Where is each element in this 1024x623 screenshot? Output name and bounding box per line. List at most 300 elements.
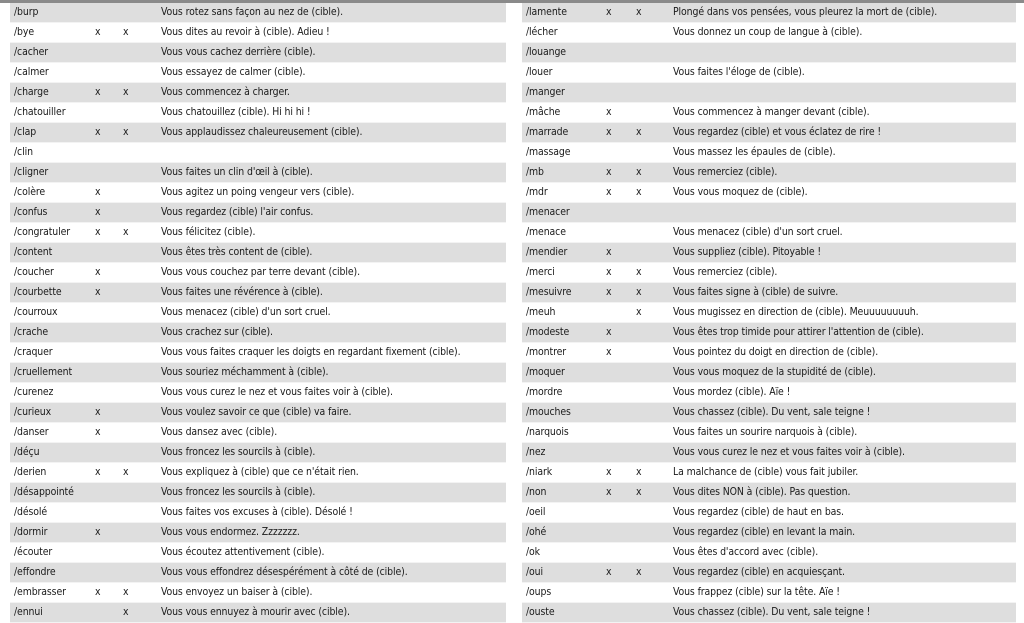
- command-cell: /charge: [10, 83, 95, 103]
- flag-cell-a: [606, 523, 636, 543]
- flag-cell-a: [606, 583, 636, 603]
- description-cell: Vous agitez un poing vengeur vers (cible).: [151, 183, 506, 203]
- flag-cell-a: x: [606, 243, 636, 263]
- flag-cell-b: x: [123, 583, 151, 603]
- table-row: [522, 43, 1016, 63]
- flag-cell-b: [636, 103, 663, 123]
- description-cell: Vous applaudissez chaleureusement (cible).: [151, 123, 506, 143]
- table-row: [522, 83, 1016, 103]
- table-row: [10, 603, 506, 623]
- table-row: [522, 463, 1016, 483]
- description-cell: Vous faites une révérence à (cible).: [151, 283, 506, 303]
- flag-cell-b: [636, 523, 663, 543]
- table-row: [522, 243, 1016, 263]
- command-cell: /désolé: [10, 503, 95, 523]
- command-cell: /désappointé: [10, 483, 95, 503]
- command-cell: /lécher: [522, 23, 606, 43]
- flag-cell-b: x: [123, 223, 151, 243]
- table-row: [10, 283, 506, 303]
- flag-cell-b: x: [636, 483, 663, 503]
- table-row: [10, 23, 506, 43]
- flag-cell-a: x: [95, 463, 123, 483]
- flag-cell-b: [636, 343, 663, 363]
- flag-cell-b: x: [636, 123, 663, 143]
- flag-cell-a: [606, 383, 636, 403]
- command-cell: /mordre: [522, 383, 606, 403]
- command-cell: /crache: [10, 323, 95, 343]
- flag-cell-b: x: [123, 123, 151, 143]
- command-cell: /mdr: [522, 183, 606, 203]
- flag-cell-a: [95, 443, 123, 463]
- flag-cell-b: x: [636, 283, 663, 303]
- command-cell: /curieux: [10, 403, 95, 423]
- description-cell: Vous dansez avec (cible).: [151, 423, 506, 443]
- flag-cell-a: [95, 63, 123, 83]
- flag-cell-b: x: [123, 463, 151, 483]
- flag-cell-a: x: [606, 283, 636, 303]
- flag-cell-b: x: [636, 183, 663, 203]
- command-cell: /clin: [10, 143, 95, 163]
- description-cell: Vous vous moquez de la stupidité de (cible).: [663, 363, 1016, 383]
- flag-cell-a: x: [606, 483, 636, 503]
- command-cell: /non: [522, 483, 606, 503]
- description-cell: Vous crachez sur (cible).: [151, 323, 506, 343]
- description-cell: Vous vous moquez de (cible).: [663, 183, 1016, 203]
- description-cell: Vous faites l'éloge de (cible).: [663, 63, 1016, 83]
- flag-cell-b: [123, 103, 151, 123]
- table-row: [522, 423, 1016, 443]
- flag-cell-b: [123, 363, 151, 383]
- flag-cell-a: [95, 103, 123, 123]
- command-cell: /niark: [522, 463, 606, 483]
- description-cell: Vous chatouillez (cible). Hi hi hi !: [151, 103, 506, 123]
- flag-cell-b: [123, 163, 151, 183]
- table-row: [522, 603, 1016, 623]
- command-cell: /burp: [10, 3, 95, 23]
- table-row: [10, 383, 506, 403]
- description-cell: La malchance de (cible) vous fait jubiler.: [663, 463, 1016, 483]
- description-cell: [663, 203, 1016, 223]
- command-cell: /ohé: [522, 523, 606, 543]
- command-cell: /moquer: [522, 363, 606, 383]
- flag-cell-b: [123, 563, 151, 583]
- table-row: [522, 363, 1016, 383]
- flag-cell-b: [123, 203, 151, 223]
- table-row: [10, 143, 506, 163]
- table-row: [10, 443, 506, 463]
- flag-cell-b: [123, 283, 151, 303]
- command-cell: /mesuivre: [522, 283, 606, 303]
- flag-cell-b: [123, 543, 151, 563]
- command-cell: /merci: [522, 263, 606, 283]
- table-row: [522, 383, 1016, 403]
- flag-cell-a: x: [606, 183, 636, 203]
- description-cell: Vous dites NON à (cible). Pas question.: [663, 483, 1016, 503]
- command-cell: /craquer: [10, 343, 95, 363]
- flag-cell-a: [606, 23, 636, 43]
- table-row: [522, 223, 1016, 243]
- flag-cell-a: [606, 503, 636, 523]
- table-row: [522, 203, 1016, 223]
- flag-cell-a: x: [606, 323, 636, 343]
- table-row: [10, 583, 506, 603]
- description-cell: Vous commencez à charger.: [151, 83, 506, 103]
- flag-cell-a: x: [606, 343, 636, 363]
- description-cell: Vous pointez du doigt en direction de (cible).: [663, 343, 1016, 363]
- description-cell: Vous êtes très content de (cible).: [151, 243, 506, 263]
- flag-cell-a: [606, 83, 636, 103]
- command-cell: /manger: [522, 83, 606, 103]
- flag-cell-a: x: [606, 463, 636, 483]
- flag-cell-b: [636, 83, 663, 103]
- table-row: [522, 583, 1016, 603]
- flag-cell-a: [606, 303, 636, 323]
- description-cell: Vous êtes trop timide pour attirer l'attention de (cible).: [663, 323, 1016, 343]
- flag-cell-b: [123, 263, 151, 283]
- flag-cell-a: [95, 343, 123, 363]
- table-row: [10, 563, 506, 583]
- description-cell: Vous faites vos excuses à (cible). Désolé !: [151, 503, 506, 523]
- flag-cell-a: [606, 363, 636, 383]
- flag-cell-a: [606, 223, 636, 243]
- emote-table-right: [522, 3, 1016, 618]
- command-cell: /déçu: [10, 443, 95, 463]
- flag-cell-a: [95, 163, 123, 183]
- table-row: [10, 363, 506, 383]
- flag-cell-b: [123, 343, 151, 363]
- flag-cell-b: [123, 323, 151, 343]
- command-cell: /curenez: [10, 383, 95, 403]
- command-cell: /meuh: [522, 303, 606, 323]
- flag-cell-a: [606, 143, 636, 163]
- flag-cell-a: [95, 503, 123, 523]
- column-gutter: [506, 3, 522, 591]
- flag-cell-b: [123, 423, 151, 443]
- flag-cell-a: x: [95, 203, 123, 223]
- table-row: [10, 463, 506, 483]
- table-row: [10, 183, 506, 203]
- flag-cell-b: x: [123, 603, 151, 623]
- description-cell: Vous vous couchez par terre devant (cible).: [151, 263, 506, 283]
- table-row: [522, 343, 1016, 363]
- emote-table: [10, 3, 506, 623]
- description-cell: Vous voulez savoir ce que (cible) va faire.: [151, 403, 506, 423]
- description-cell: Vous frappez (cible) sur la tête. Aïe !: [663, 583, 1016, 603]
- flag-cell-a: x: [95, 423, 123, 443]
- flag-cell-a: x: [95, 223, 123, 243]
- description-cell: Vous vous curez le nez et vous faites voir à (cible).: [663, 443, 1016, 463]
- description-cell: Vous faites signe à (cible) de suivre.: [663, 283, 1016, 303]
- description-cell: Vous vous curez le nez et vous faites voir à (cible).: [151, 383, 506, 403]
- table-row: [522, 483, 1016, 503]
- flag-cell-b: x: [636, 163, 663, 183]
- flag-cell-b: [123, 403, 151, 423]
- command-cell: /bye: [10, 23, 95, 43]
- table-row: [522, 503, 1016, 523]
- description-cell: Vous menacez (cible) d'un sort cruel.: [663, 223, 1016, 243]
- flag-cell-a: x: [95, 283, 123, 303]
- flag-cell-b: x: [636, 563, 663, 583]
- table-row: [10, 83, 506, 103]
- flag-cell-a: [95, 483, 123, 503]
- flag-cell-a: [95, 383, 123, 403]
- command-cell: /oups: [522, 583, 606, 603]
- command-cell: /content: [10, 243, 95, 263]
- flag-cell-b: [123, 503, 151, 523]
- description-cell: Vous donnez un coup de langue à (cible).: [663, 23, 1016, 43]
- command-cell: /modeste: [522, 323, 606, 343]
- command-cell: /oui: [522, 563, 606, 583]
- table-row: [522, 563, 1016, 583]
- command-cell: /chatouiller: [10, 103, 95, 123]
- flag-cell-b: [636, 383, 663, 403]
- command-cell: /mouches: [522, 403, 606, 423]
- table-row: [522, 323, 1016, 343]
- flag-cell-a: [606, 43, 636, 63]
- flag-cell-a: [606, 423, 636, 443]
- flag-cell-b: [636, 583, 663, 603]
- flag-cell-a: [95, 303, 123, 323]
- flag-cell-b: [123, 303, 151, 323]
- description-cell: Vous suppliez (cible). Pitoyable !: [663, 243, 1016, 263]
- description-cell: Vous regardez (cible) en acquiesçant.: [663, 563, 1016, 583]
- table-row: [522, 543, 1016, 563]
- description-cell: Vous chassez (cible). Du vent, sale teigne !: [663, 403, 1016, 423]
- flag-cell-b: [636, 63, 663, 83]
- table-row: [522, 163, 1016, 183]
- flag-cell-b: [636, 503, 663, 523]
- table-row: [522, 103, 1016, 123]
- table-row: [10, 503, 506, 523]
- description-cell: Vous mordez (cible). Aïe !: [663, 383, 1016, 403]
- description-cell: Vous regardez (cible) l'air confus.: [151, 203, 506, 223]
- command-cell: /cligner: [10, 163, 95, 183]
- flag-cell-b: [123, 3, 151, 23]
- table-row: [522, 263, 1016, 283]
- command-cell: /narquois: [522, 423, 606, 443]
- flag-cell-a: x: [95, 123, 123, 143]
- flag-cell-b: [636, 203, 663, 223]
- flag-cell-a: x: [95, 523, 123, 543]
- description-cell: Vous félicitez (cible).: [151, 223, 506, 243]
- table-row: [10, 63, 506, 83]
- table-row: [522, 143, 1016, 163]
- command-cell: /coucher: [10, 263, 95, 283]
- table-row: [10, 303, 506, 323]
- flag-cell-b: [123, 243, 151, 263]
- table-row: [522, 23, 1016, 43]
- description-cell: [663, 43, 1016, 63]
- description-cell: Vous vous effondrez désespérément à côté de (cible).: [151, 563, 506, 583]
- description-cell: [151, 143, 506, 163]
- flag-cell-b: [123, 183, 151, 203]
- flag-cell-a: x: [606, 163, 636, 183]
- table-row: [10, 3, 506, 23]
- flag-cell-a: [95, 563, 123, 583]
- flag-cell-a: [95, 143, 123, 163]
- description-cell: [663, 83, 1016, 103]
- flag-cell-a: [95, 243, 123, 263]
- table-row: [10, 343, 506, 363]
- table-row: [522, 443, 1016, 463]
- command-cell: /cruellement: [10, 363, 95, 383]
- flag-cell-b: [636, 423, 663, 443]
- description-cell: Vous dites au revoir à (cible). Adieu !: [151, 23, 506, 43]
- description-cell: Vous vous ennuyez à mourir avec (cible).: [151, 603, 506, 623]
- command-cell: /calmer: [10, 63, 95, 83]
- flag-cell-b: [636, 323, 663, 343]
- flag-cell-b: [636, 603, 663, 623]
- table-row: [10, 403, 506, 423]
- command-cell: /mâche: [522, 103, 606, 123]
- flag-cell-b: [636, 43, 663, 63]
- flag-cell-a: [95, 603, 123, 623]
- flag-cell-a: [95, 363, 123, 383]
- flag-cell-a: [606, 403, 636, 423]
- flag-cell-a: [95, 543, 123, 563]
- flag-cell-b: [636, 443, 663, 463]
- command-cell: /clap: [10, 123, 95, 143]
- table-row: [10, 483, 506, 503]
- command-cell: /courbette: [10, 283, 95, 303]
- command-cell: /ok: [522, 543, 606, 563]
- flag-cell-a: [95, 323, 123, 343]
- command-cell: /mb: [522, 163, 606, 183]
- flag-cell-b: [123, 523, 151, 543]
- command-cell: /mendier: [522, 243, 606, 263]
- flag-cell-a: x: [606, 103, 636, 123]
- table-row: [10, 203, 506, 223]
- description-cell: Vous expliquez à (cible) que ce n'était rien.: [151, 463, 506, 483]
- description-cell: Vous froncez les sourcils à (cible).: [151, 483, 506, 503]
- flag-cell-a: x: [95, 183, 123, 203]
- table-row: [10, 243, 506, 263]
- command-cell: /montrer: [522, 343, 606, 363]
- command-cell: /confus: [10, 203, 95, 223]
- flag-cell-a: x: [606, 3, 636, 23]
- table-row: [522, 183, 1016, 203]
- flag-cell-b: x: [636, 303, 663, 323]
- flag-cell-a: [95, 3, 123, 23]
- table-row: [10, 523, 506, 543]
- description-cell: Vous rotez sans façon au nez de (cible).: [151, 3, 506, 23]
- command-cell: /congratuler: [10, 223, 95, 243]
- flag-cell-a: x: [606, 263, 636, 283]
- description-cell: Vous êtes d'accord avec (cible).: [663, 543, 1016, 563]
- table-row: [522, 3, 1016, 23]
- table-row: [10, 323, 506, 343]
- description-cell: Vous envoyez un baiser à (cible).: [151, 583, 506, 603]
- command-cell: /derien: [10, 463, 95, 483]
- command-cell: /ennui: [10, 603, 95, 623]
- flag-cell-b: [636, 363, 663, 383]
- flag-cell-a: x: [606, 123, 636, 143]
- description-cell: Vous souriez méchamment à (cible).: [151, 363, 506, 383]
- description-cell: Vous menacez (cible) d'un sort cruel.: [151, 303, 506, 323]
- table-row: [10, 123, 506, 143]
- description-cell: Vous remerciez (cible).: [663, 263, 1016, 283]
- flag-cell-a: x: [95, 403, 123, 423]
- description-cell: Vous faites un clin d'œil à (cible).: [151, 163, 506, 183]
- flag-cell-a: [606, 543, 636, 563]
- flag-cell-b: x: [636, 263, 663, 283]
- flag-cell-b: [123, 383, 151, 403]
- command-cell: /ouste: [522, 603, 606, 623]
- command-cell: /oeil: [522, 503, 606, 523]
- flag-cell-b: [636, 23, 663, 43]
- flag-cell-a: [606, 63, 636, 83]
- flag-cell-b: [123, 63, 151, 83]
- table-row: [10, 223, 506, 243]
- table-row: [522, 523, 1016, 543]
- flag-cell-a: [606, 443, 636, 463]
- flag-cell-a: x: [95, 83, 123, 103]
- table-row: [10, 423, 506, 443]
- table-row: [10, 43, 506, 63]
- flag-cell-b: x: [636, 3, 663, 23]
- flag-cell-b: [636, 243, 663, 263]
- description-cell: Vous regardez (cible) et vous éclatez de rire !: [663, 123, 1016, 143]
- table-row: [522, 283, 1016, 303]
- flag-cell-a: [95, 43, 123, 63]
- emote-table: [522, 3, 1016, 623]
- command-cell: /courroux: [10, 303, 95, 323]
- command-cell: /menace: [522, 223, 606, 243]
- flag-cell-b: [123, 143, 151, 163]
- command-cell: /embrasser: [10, 583, 95, 603]
- description-cell: Vous vous endormez. Zzzzzzz.: [151, 523, 506, 543]
- flag-cell-a: [606, 203, 636, 223]
- command-cell: /marrade: [522, 123, 606, 143]
- description-cell: Vous vous faites craquer les doigts en regardant fixement (cible).: [151, 343, 506, 363]
- command-cell: /colère: [10, 183, 95, 203]
- flag-cell-b: [123, 43, 151, 63]
- flag-cell-b: [123, 483, 151, 503]
- flag-cell-b: [636, 403, 663, 423]
- command-cell: /massage: [522, 143, 606, 163]
- description-cell: Vous regardez (cible) de haut en bas.: [663, 503, 1016, 523]
- description-cell: Vous mugissez en direction de (cible). Meuuuuuuuuh.: [663, 303, 1016, 323]
- description-cell: Vous chassez (cible). Du vent, sale teigne !: [663, 603, 1016, 623]
- command-cell: /effondre: [10, 563, 95, 583]
- flag-cell-b: [636, 223, 663, 243]
- description-cell: Vous commencez à manger devant (cible).: [663, 103, 1016, 123]
- flag-cell-b: [636, 143, 663, 163]
- description-cell: Vous regardez (cible) en levant la main.: [663, 523, 1016, 543]
- description-cell: Vous remerciez (cible).: [663, 163, 1016, 183]
- command-cell: /dormir: [10, 523, 95, 543]
- table-row: [10, 263, 506, 283]
- table-row: [10, 103, 506, 123]
- table-row: [522, 303, 1016, 323]
- table-row: [522, 63, 1016, 83]
- description-cell: Vous vous cachez derrière (cible).: [151, 43, 506, 63]
- flag-cell-a: x: [95, 263, 123, 283]
- description-cell: Plongé dans vos pensées, vous pleurez la mort de (cible).: [663, 3, 1016, 23]
- command-cell: /danser: [10, 423, 95, 443]
- description-cell: Vous écoutez attentivement (cible).: [151, 543, 506, 563]
- flag-cell-a: [606, 603, 636, 623]
- command-cell: /cacher: [10, 43, 95, 63]
- table-row: [10, 543, 506, 563]
- description-cell: Vous essayez de calmer (cible).: [151, 63, 506, 83]
- command-cell: /louange: [522, 43, 606, 63]
- flag-cell-b: x: [123, 83, 151, 103]
- description-cell: Vous faites un sourire narquois à (cible).: [663, 423, 1016, 443]
- flag-cell-b: x: [636, 463, 663, 483]
- flag-cell-b: [636, 543, 663, 563]
- command-cell: /nez: [522, 443, 606, 463]
